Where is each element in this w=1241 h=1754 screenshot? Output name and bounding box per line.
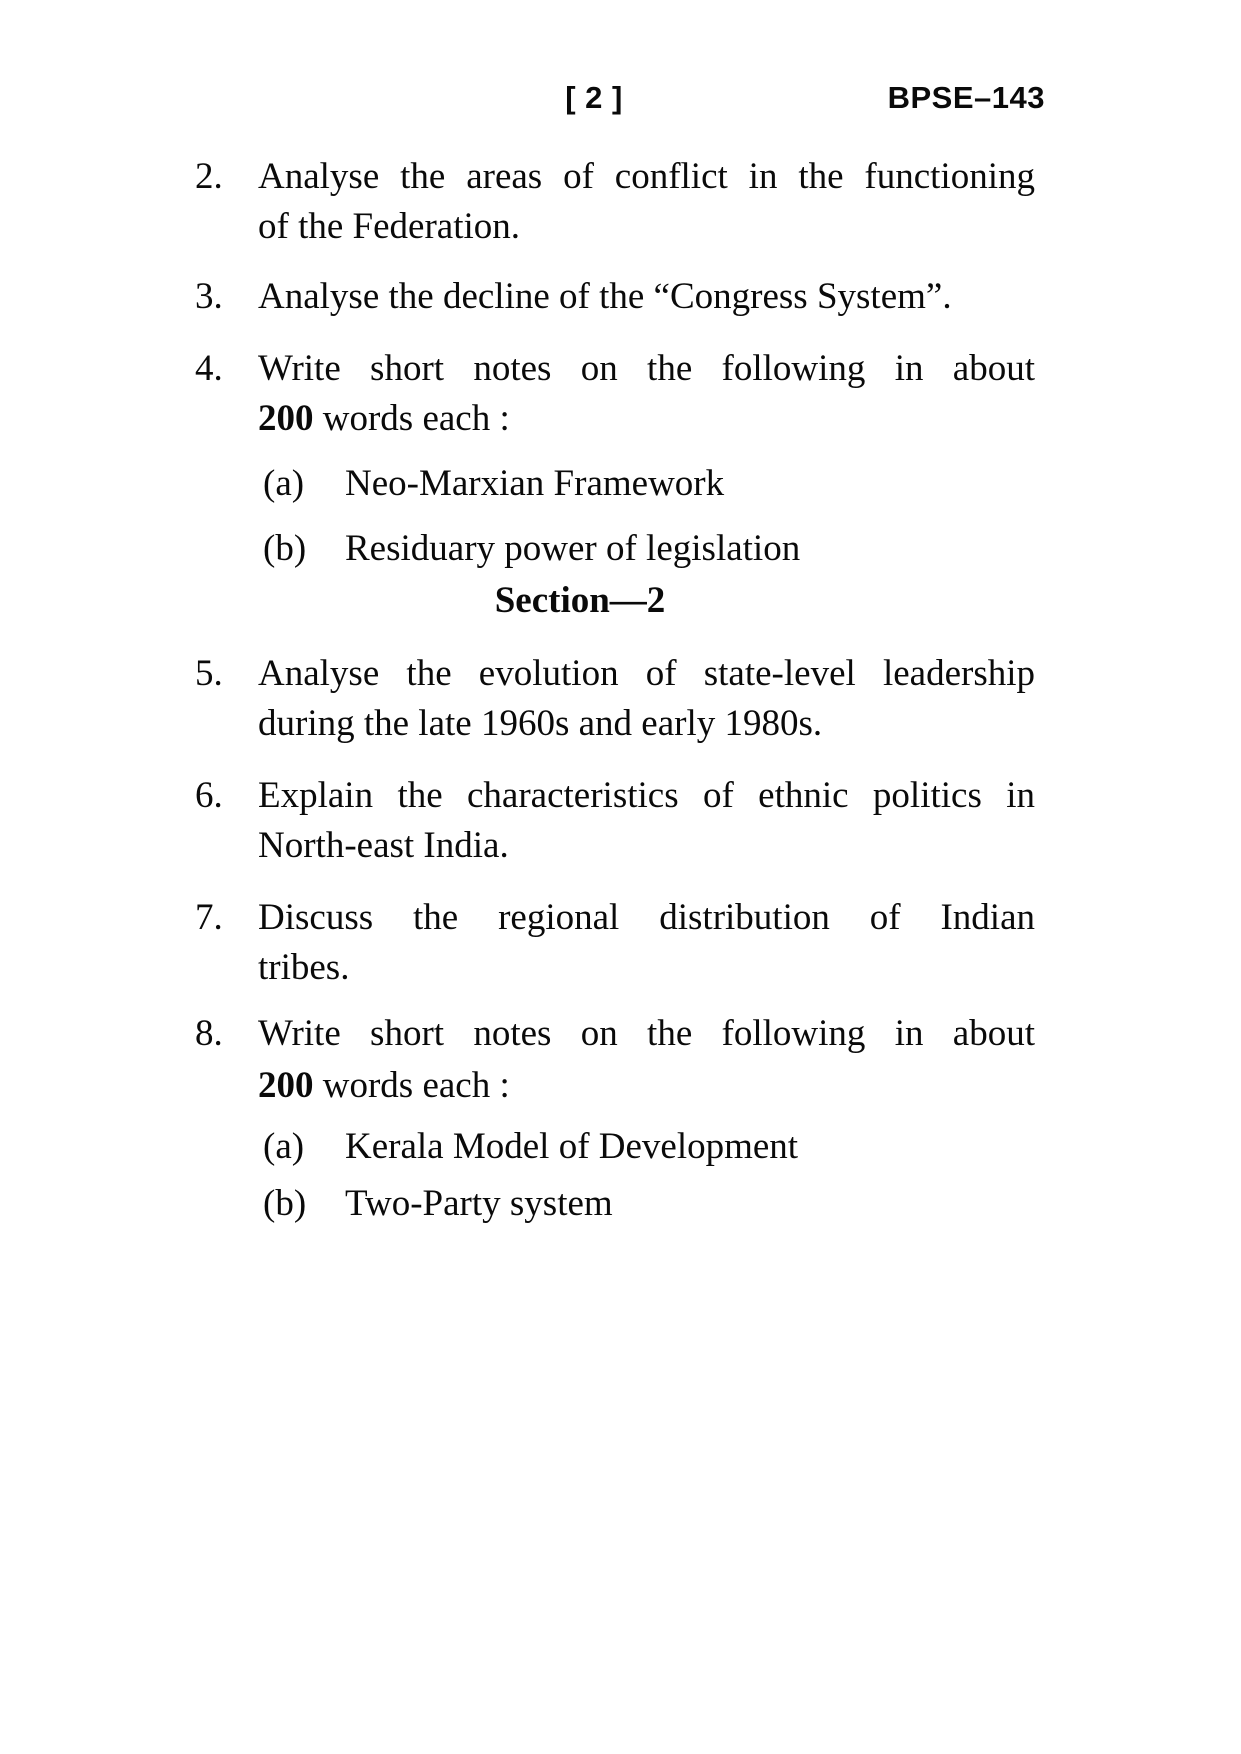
question-8-line-2: [258, 1064, 510, 1107]
question-4-line-2: [258, 397, 510, 440]
question-4-line-2-rest: words each :: [313, 398, 510, 439]
question-4-word-count: 200: [258, 398, 314, 439]
question-8-line-1: Write short notes on the following in about: [258, 1013, 1035, 1054]
question-8a-label: (a): [263, 1126, 305, 1167]
paper-code: BPSE–143: [887, 80, 1045, 115]
question-4-number: 4.: [195, 348, 223, 389]
question-7-line-2: tribes.: [258, 947, 350, 988]
question-5-number: 5.: [195, 653, 223, 694]
question-2-number: 2.: [195, 156, 223, 197]
question-6-number: 6.: [195, 775, 223, 816]
question-4a-text: Neo-Marxian Framework: [345, 463, 725, 504]
question-8b-label: (b): [263, 1183, 307, 1224]
question-8-number: 8.: [195, 1013, 223, 1054]
question-6-line-1: Explain the characteristics of ethnic politics in: [258, 775, 1035, 816]
question-4b-label: (b): [263, 528, 307, 569]
question-2-line-2: of the Federation.: [258, 206, 520, 247]
question-6-line-2: North-east India.: [258, 825, 509, 866]
question-3-number: 3.: [195, 276, 223, 317]
question-7-line-1: Discuss the regional distribution of Indian: [258, 897, 1035, 938]
question-2-line-1: Analyse the areas of conflict in the functioning: [258, 156, 1035, 197]
question-8b-text: Two-Party system: [345, 1183, 613, 1224]
question-3-line-1: Analyse the decline of the “Congress System”.: [258, 276, 952, 317]
page-number: [ 2 ]: [565, 80, 623, 115]
question-7-number: 7.: [195, 897, 223, 938]
section-heading: Section—2: [494, 580, 666, 621]
question-8-line-2-rest: words each :: [313, 1065, 510, 1106]
question-5-line-2: during the late 1960s and early 1980s.: [258, 703, 823, 744]
question-4a-label: (a): [263, 463, 305, 504]
question-4b-text: Residuary power of legislation: [345, 528, 801, 569]
question-8a-text: Kerala Model of Development: [345, 1126, 799, 1167]
question-5-line-1: Analyse the evolution of state-level leadership: [258, 653, 1035, 694]
question-4-line-1: Write short notes on the following in about: [258, 348, 1035, 389]
question-8-word-count: 200: [258, 1065, 314, 1106]
